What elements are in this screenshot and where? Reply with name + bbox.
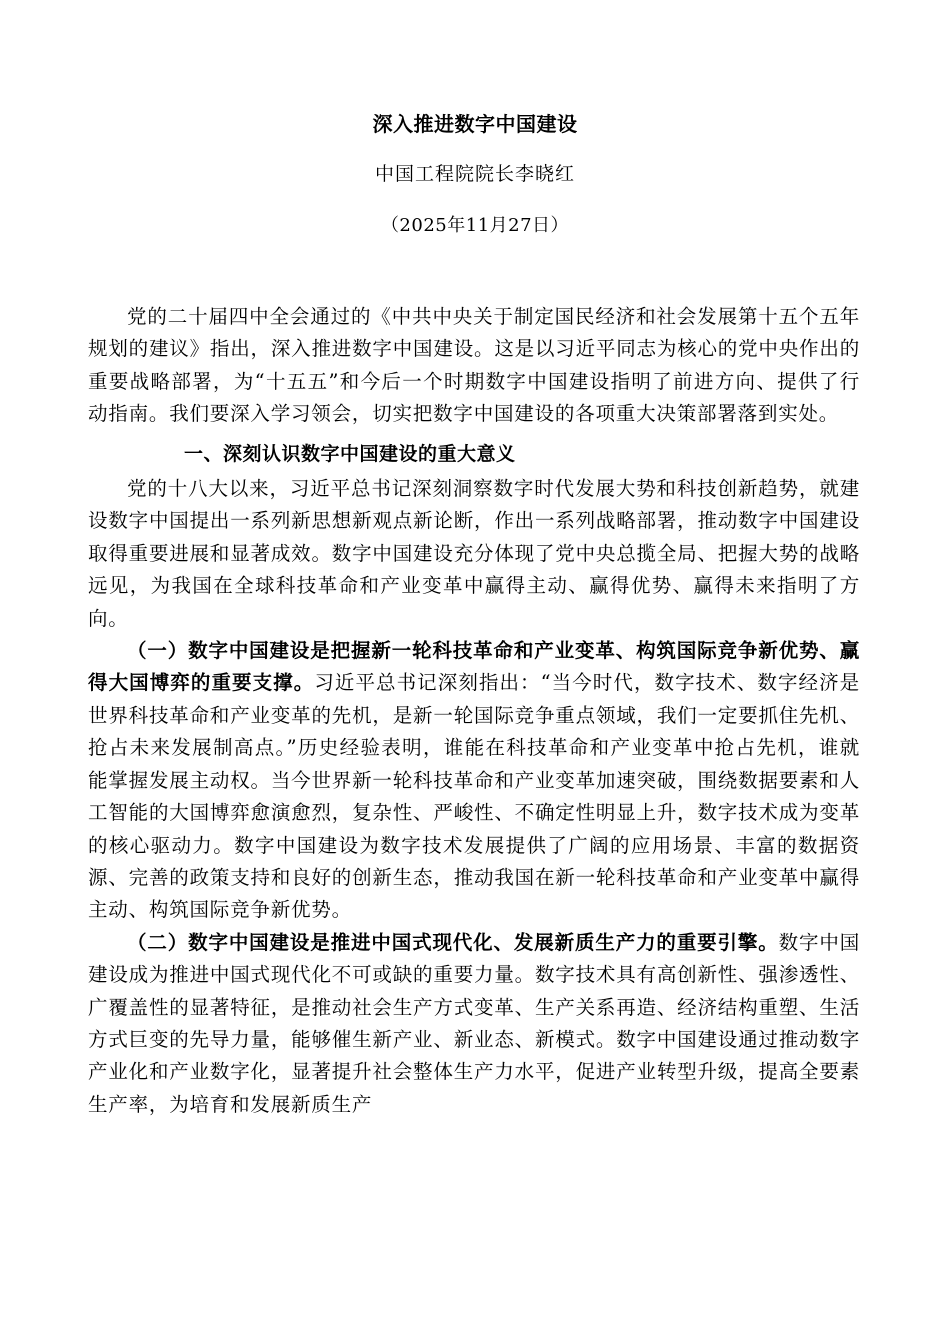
point-two-lead: （二）数字中国建设是推进中国式现代化、发展新质生产力的重要引擎。 [127, 930, 779, 954]
point-one-text: 习近平总书记深刻指出：“当今时代，数字技术、数字经济是世界科技革命和产业变革的先机，是新一轮国际竞争重点领域，我们一定要抓住先机、抢占未来发展制高点。”历史经验表明，谁能在科技革命和产业变革中抢占先机，谁就能掌握发展主动权。当今世界新一轮科技革命和产业变革加速突破，围绕数据要素和人工智能的大国博弈愈演愈烈，复杂性、严峻性、不确定性明显上升，数字技术成为变革的核心驱动力。数字中国建设为数字技术发展提供了广阔的应用场景、丰富的数据资源、完善的政策支持和良好的创新生态，推动我国在新一轮科技革命和产业变革中赢得主动、构筑国际竞争新优势。 [88, 671, 860, 922]
point-two-text: 数字中国建设成为推进中国式现代化不可或缺的重要力量。数字技术具有高创新性、强渗透性、广覆盖性的显著特征，是推动社会生产方式变革、生产关系再造、经济结构重塑、生活方式巨变的先导力量，能够催生新产业、新业态、新模式。数字中国建设通过推动数字产业化和产业数字化，显著提升社会整体生产力水平，促进产业转型升级，提高全要素生产率，为培育和发展新质生产 [88, 930, 860, 1116]
intro-paragraph: 党的二十届四中全会通过的《中共中央关于制定国民经济和社会发展第十五个五年规划的建议》指出，深入推进数字中国建设。这是以习近平同志为核心的党中央作出的重要战略部署，为“十五五”和今后一个时期数字中国建设指明了前进方向、提供了行动指南。我们要深入学习领会，切实把数字中国建设的各项重大决策部署落到实处。 [88, 305, 860, 426]
point-one-lead: （一）数字中国建设是把握新一轮科技革命和产业变革、构筑国际竞争新优势、赢得大国博弈的重要支撑。 [88, 639, 860, 695]
section-heading: 一、深刻认识数字中国建设的重大意义 [184, 442, 516, 465]
document-date: （2025年11月27日） [380, 215, 570, 236]
document-author: 中国工程院院长李晓红 [374, 163, 575, 185]
section-paragraph: 党的十八大以来，习近平总书记深刻洞察数字时代发展大势和科技创新趋势，就建设数字中国提出一系列新思想新观点新论断，作出一系列战略部署，推动数字中国建设取得重要进展和显著成效。数字中国建设充分体现了党中央总揽全局、把握大势的战略远见，为我国在全球科技革命和产业变革中赢得主动、赢得优势、赢得未来指明了方向。 [88, 477, 860, 630]
document-title: 深入推进数字中国建设 [372, 112, 578, 136]
document-body [88, 301, 860, 1121]
point-two-paragraph [88, 927, 860, 1121]
point-one-paragraph [88, 635, 860, 927]
